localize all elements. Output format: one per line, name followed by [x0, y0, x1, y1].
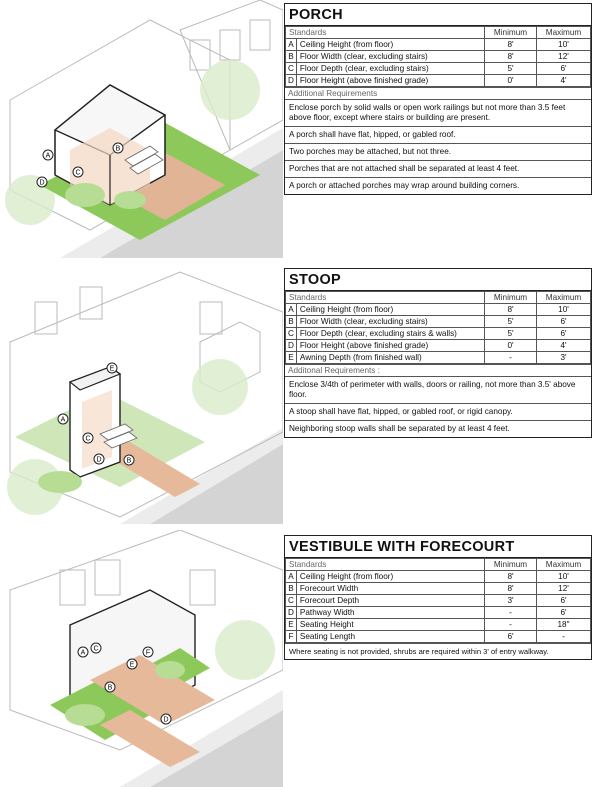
table-row: A Ceiling Height (from floor) 8' 10'	[286, 304, 591, 316]
vestibule-illustration	[0, 530, 283, 787]
porch-requirement: Enclose porch by solid walls or open work railings but not more than 3.5 feet above floor, except where stairs or building are present.	[285, 99, 591, 126]
table-row: E Seating Height - 18"	[286, 619, 591, 631]
stoop-label-d	[94, 454, 104, 464]
stoop-standards-table	[285, 291, 591, 364]
svg-text:F: F	[145, 649, 151, 657]
porch-panel	[284, 3, 592, 195]
table-header: Standards Minimum Maximum	[286, 559, 591, 571]
svg-text:C: C	[93, 645, 99, 653]
table-row: C Forecourt Depth 3' 6'	[286, 595, 591, 607]
porch-label-b	[113, 143, 123, 153]
table-row: B Floor Width (clear, excluding stairs) 8' 12'	[286, 51, 591, 63]
svg-text:C: C	[75, 169, 81, 177]
table-row: B Floor Width (clear, excluding stairs) 5' 6'	[286, 316, 591, 328]
svg-text:E: E	[109, 365, 115, 373]
svg-text:B: B	[126, 457, 132, 465]
porch-requirement: A porch or attached porches may wrap around building corners.	[285, 177, 591, 194]
stoop-title: STOOP	[285, 269, 591, 291]
porch-requirement: Two porches may be attached, but not three.	[285, 143, 591, 160]
vestibule-standards-table	[285, 558, 591, 643]
porch-req-heading: Additional Requirements	[285, 87, 591, 99]
table-row: D Floor Height (above finished grade) 0' 4'	[286, 75, 591, 87]
stoop-requirement: Neighboring stoop walls shall be separated by at least 4 feet.	[285, 420, 591, 437]
stoop-requirement: A stoop shall have flat, hipped, or gabled roof, or rigid canopy.	[285, 403, 591, 420]
table-row: A Ceiling Height (from floor) 8' 10'	[286, 571, 591, 583]
porch-requirement: A porch shall have flat, hipped, or gabled roof.	[285, 126, 591, 143]
vestibule-label-b	[105, 682, 115, 692]
stoop-panel	[284, 268, 592, 438]
svg-text:A: A	[60, 416, 66, 424]
vestibule-title: VESTIBULE WITH FORECOURT	[285, 536, 591, 558]
svg-text:E: E	[129, 661, 135, 669]
stoop-label-c	[83, 433, 93, 443]
stoop-req-heading: Additonal Requirements :	[285, 364, 591, 376]
table-header: Standards Minimum Maximum	[286, 27, 591, 39]
svg-text:B: B	[107, 684, 113, 692]
porch-illustration	[0, 0, 283, 258]
vestibule-label-d	[161, 714, 171, 724]
porch-label-a	[43, 150, 53, 160]
stoop-label-b	[124, 455, 134, 465]
porch-label-d	[37, 177, 47, 187]
stoop-illustration	[0, 262, 283, 524]
svg-text:D: D	[39, 179, 45, 187]
table-row: B Forecourt Width 8' 12'	[286, 583, 591, 595]
table-row: E Awning Depth (from finished wall) - 3'	[286, 352, 591, 364]
svg-text:A: A	[80, 649, 86, 657]
porch-standards-table	[285, 26, 591, 87]
table-row: C Floor Depth (clear, excluding stairs) 5' 6'	[286, 63, 591, 75]
vestibule-label-c	[91, 643, 101, 653]
stoop-label-e	[107, 363, 117, 373]
vestibule-note: Where seating is not provided, shrubs are required within 3' of entry walkway.	[285, 643, 591, 659]
vestibule-label-e	[127, 659, 137, 669]
porch-requirement: Porches that are not attached shall be separated at least 4 feet.	[285, 160, 591, 177]
table-header: Standards Minimum Maximum	[286, 292, 591, 304]
table-row: D Floor Height (above finished grade) 0' 4'	[286, 340, 591, 352]
table-row: D Pathway Width - 6'	[286, 607, 591, 619]
stoop-label-a	[58, 414, 68, 424]
svg-text:A: A	[45, 152, 51, 160]
svg-text:D: D	[163, 716, 169, 724]
vestibule-label-f	[143, 647, 153, 657]
svg-text:C: C	[85, 435, 91, 443]
svg-text:B: B	[115, 145, 121, 153]
table-row: F Seating Length 6' -	[286, 631, 591, 643]
vestibule-label-a	[78, 647, 88, 657]
table-row: C Floor Depth (clear, excluding stairs & walls) 5' 6'	[286, 328, 591, 340]
porch-label-c	[73, 167, 83, 177]
table-row: A Ceiling Height (from floor) 8' 10'	[286, 39, 591, 51]
porch-title: PORCH	[285, 4, 591, 26]
stoop-requirement: Enclose 3/4th of perimeter with walls, doors or railing, not more than 3.5' above floor.	[285, 376, 591, 403]
vestibule-panel	[284, 535, 592, 660]
svg-text:D: D	[96, 456, 102, 464]
